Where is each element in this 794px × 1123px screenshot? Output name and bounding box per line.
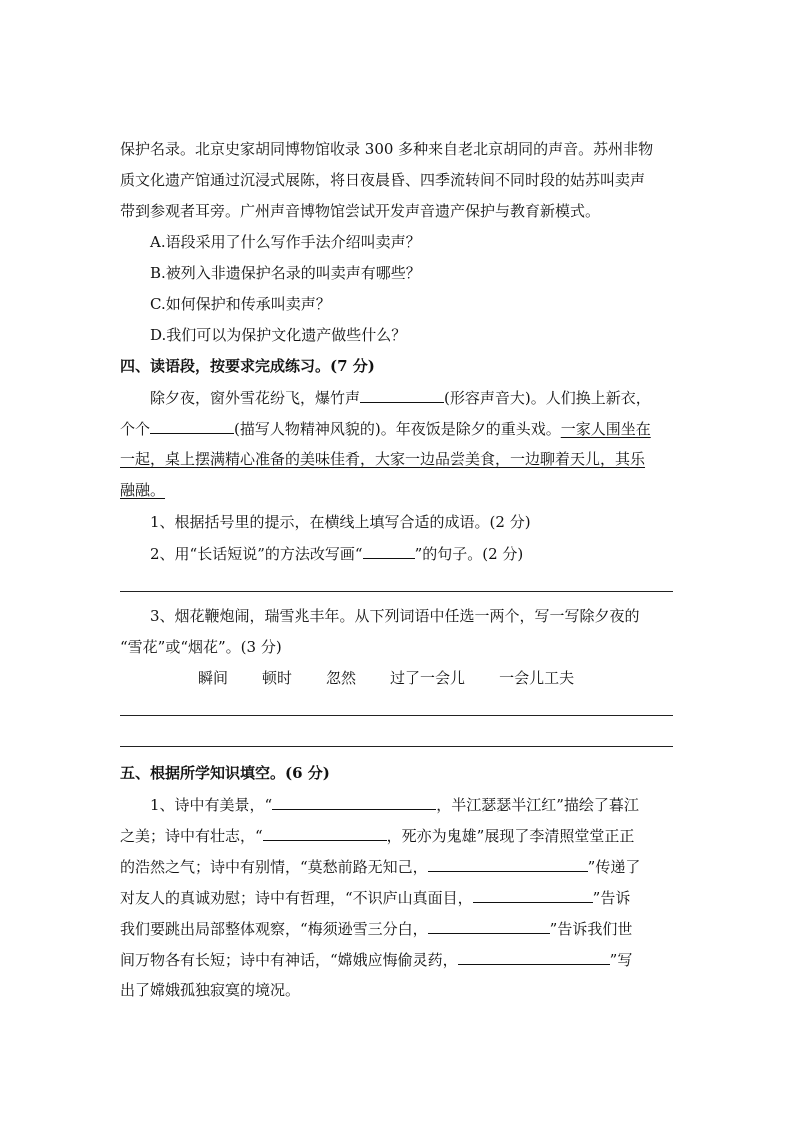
- s5-text: 的浩然之气；诗中有别情，“莫愁前路无知己，: [120, 858, 428, 876]
- s5-line-6: [120, 949, 680, 970]
- answer-blank[interactable]: [428, 918, 550, 934]
- option-d: D.我们可以为保护文化遗产做些什么？: [150, 326, 407, 344]
- option-a: A.语段采用了什么写作手法介绍叫卖声？: [150, 233, 421, 251]
- s4-text: 2、用“长话短说”的方法改写画“: [150, 545, 363, 563]
- option-c: C.如何保护和传承叫卖声？: [150, 295, 331, 313]
- section-4-heading: 四、读语段，按要求完成练习。(7 分): [120, 357, 375, 375]
- word-option: 瞬间: [198, 669, 229, 687]
- word-list: [198, 668, 758, 688]
- s5-line-2: [120, 825, 680, 846]
- s4-question-1: 1、根据括号里的提示，在横线上填写合适的成语。(2 分): [150, 513, 531, 531]
- s5-line-5: [120, 918, 680, 939]
- s4-question-3-cont: “雪花”或“烟花”。(3 分): [120, 638, 282, 656]
- answer-blank[interactable]: [458, 949, 610, 965]
- underlined-sentence: 一家人围坐在: [560, 420, 651, 438]
- s4-question-2: [150, 543, 710, 564]
- word-option: 顿时: [262, 669, 293, 687]
- answer-blank[interactable]: [150, 418, 234, 434]
- answer-blank[interactable]: [360, 387, 444, 403]
- s5-line-4: [120, 887, 680, 908]
- s4-question-3: 3、烟花鞭炮闹，瑞雪兆丰年。从下列词语中任选一两个，写一写除夕夜的: [150, 607, 640, 625]
- answer-line[interactable]: [120, 715, 673, 716]
- passage-line: 质文化遗产馆通过沉浸式展陈，将日夜晨昏、四季流转间不同时段的姑苏叫卖声: [120, 171, 646, 189]
- word-option: 忽然: [326, 669, 357, 687]
- s5-text: ”告诉我们世: [549, 920, 633, 938]
- s5-text: 间万物各有长短；诗中有神话，“嫦娥应悔偷灵药，: [120, 951, 458, 969]
- s5-text: 对友人的真诚劝慰；诗中有哲理，“不识庐山真面目，: [120, 889, 473, 907]
- s5-text: ，死亦为鬼雄”展现了李清照堂堂正正: [386, 827, 635, 845]
- answer-blank[interactable]: [272, 794, 436, 810]
- s4-text: 除夕夜，窗外雪花纷飞，爆竹声: [150, 389, 361, 407]
- s4-passage-line-1: [150, 387, 710, 408]
- s4-text: ”的句子。(2 分): [414, 545, 524, 563]
- word-option: 过了一会儿: [390, 669, 466, 687]
- word-option: 一会儿工夫: [499, 669, 575, 687]
- s5-text: ”写: [609, 951, 633, 969]
- answer-blank[interactable]: [473, 887, 593, 903]
- passage-line: 保护名录。北京史家胡同博物馆收录 300 多种来自老北京胡同的声音。苏州非物: [120, 140, 654, 158]
- underline-mark: [363, 543, 415, 559]
- answer-line[interactable]: [120, 591, 673, 592]
- s4-text: (形容声音大)。人们换上新衣，: [444, 389, 651, 407]
- answer-blank[interactable]: [263, 825, 387, 841]
- s5-text: 之美；诗中有壮志，“: [120, 827, 263, 845]
- underlined-sentence: 融融。: [120, 481, 166, 499]
- s5-text: ，半江瑟瑟半江红”描绘了暮江: [436, 796, 639, 814]
- underlined-sentence: 一起，桌上摆满精心准备的美味佳肴，大家一边品尝美食，一边聊着天儿，其乐: [120, 450, 646, 468]
- s5-line-7: 出了嫦娥孤独寂寞的境况。: [120, 981, 301, 999]
- s5-text: ”传递了: [587, 858, 641, 876]
- s4-text: 个个: [120, 420, 151, 438]
- section-5-heading: 五、根据所学知识填空。(6 分): [120, 764, 330, 782]
- answer-blank[interactable]: [428, 856, 588, 872]
- s4-passage-line-2: [120, 418, 680, 439]
- s5-line-3: [120, 856, 680, 877]
- option-b: B.被列入非遗保护名录的叫卖声有哪些？: [150, 264, 421, 282]
- passage-line: 带到参观者耳旁。广州声音博物馆尝试开发声音遗产保护与教育新模式。: [120, 202, 601, 220]
- s5-text: ”告诉: [592, 889, 631, 907]
- s4-text: (描写人物精神风貌的)。年夜饭是除夕的重头戏。: [234, 420, 561, 438]
- s5-line-1: [150, 794, 710, 815]
- s5-text: 我们要跳出局部整体观察，“梅须逊雪三分白，: [120, 920, 428, 938]
- answer-line[interactable]: [120, 746, 673, 747]
- s5-text: 1、诗中有美景，“: [150, 796, 273, 814]
